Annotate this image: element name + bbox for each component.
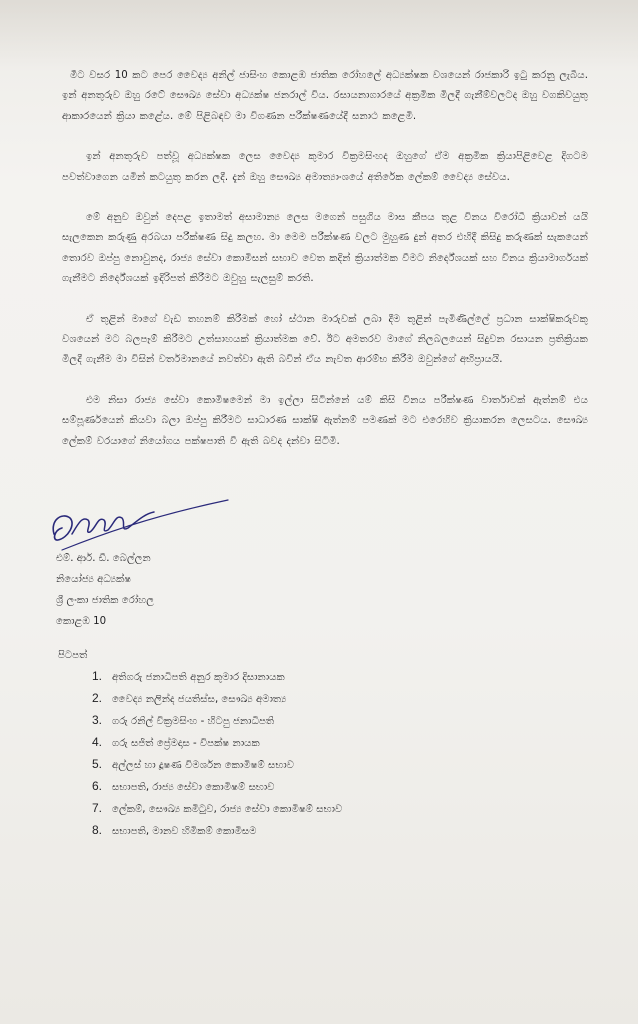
paragraph-1: මීට වසර 10 කට පෙර වෛද්‍ය අනිල් ජාසිංහ කොළඹ ජාතික රෝහලේ අධ්‍යක්ෂක වශයෙන් රාජකාරි ඉටු කරනු ලැබීය. ඉන් අනතුරුව ඔහු රටේ සෞඛ්‍ය සේවා අධ්‍යක්ෂ ජනරාල් විය. රසායනාගාරයේ අක්‍රමික මිලදී ගැනීම්වලටද ඔහු වගකිවයුතු ආකාරයෙන් ක්‍රියා කළේය. මේ පිළිබඳව මා විගණන පරීක්ෂණයේදී සනාථ කළෙමි. bbox=[62, 70, 588, 122]
list-item-text: ගරු රනිල් වික්‍රමසිංහ - හිටපු ජනාධිපති bbox=[112, 716, 275, 727]
list-item bbox=[76, 688, 342, 710]
letter-body bbox=[62, 66, 588, 472]
list-item bbox=[76, 710, 342, 732]
list-item-text: අතිගරු ජනාධිපති අනුර කුමාර දිසානායක bbox=[112, 672, 285, 683]
list-item-number: 8. bbox=[91, 823, 102, 837]
list-item-text: සභාපති, රාජ්‍ය සේවා කොමිෂම් සභාව bbox=[112, 782, 275, 793]
list-item-number: 4. bbox=[91, 735, 102, 749]
signatory-title: නියෝජ්‍ය අධ්‍යක්ෂ bbox=[56, 574, 132, 585]
list-item bbox=[76, 666, 342, 688]
copies-section bbox=[58, 646, 342, 842]
signatory-city: කොළඹ 10 bbox=[56, 616, 107, 627]
list-item-text: සභාපති, මානව හිමිකම් කොමිසම bbox=[112, 826, 257, 837]
list-item-number: 5. bbox=[91, 757, 102, 771]
list-item bbox=[76, 732, 342, 754]
list-item-text: ලේකම්, සෞඛ්‍ය කමිටුව, රාජ්‍ය සේවා කොමිෂම් සභාව bbox=[112, 804, 343, 815]
list-item bbox=[76, 820, 342, 842]
copies-list bbox=[58, 666, 342, 842]
list-item bbox=[76, 798, 342, 820]
paragraph-3: මේ අනුව ඔවුන් දෙපළ ඉතාමත් අසාමාන්‍ය ලෙස මගෙන් පසුගිය මාස කීපය තුළ විනය විරෝධී ක්‍රියාවන් යයි සැලකෙන කරුණු අරබයා පරීක්ෂණ සිදු කලහ. මා මෙම පරීක්ෂණ වලට මුහුණ දුන් අතර එහිදී කිසිදු කරුණක් සැකයෙන් තොරව ඔප්පු නොවුනද, රාජ්‍ය සේවා කොමිසන් සභාව වෙත කදින් ක්‍රියාත්මක වීමට නිර්දේශයක් සහ විනය ක්‍රියාමාර්ගයක් ගැනීමට නිර්දේශයක් ඉදිරිපත් කිරීමට ඔවුහු සැලසුම් කරති. bbox=[62, 212, 588, 285]
list-item-number: 3. bbox=[91, 713, 102, 727]
paragraph-4: ඒ තුළින් මාගේ වැඩ තහනම් කිරීමක් හෝ ස්ථාන මාරුවක් ලබා දීම තුළින් පැමිණිල්ලේ ප්‍රධාන සාක්ෂිකරුවකු වශයෙන් මට බලපෑම් කිරීමට උත්සාහයක් ක්‍රියාත්මක වේ. ඊට අමතරව මාගේ නිලබලයෙන් සිදුවන රසායන ප්‍රතික්‍රියක මිලදී ගැනීම මා විසින් වර්තමානයේ නවත්වා ඇති බවින් ඒය නැවත ආරම්භ කිරීම ඔවුන්ගේ අභිප්‍රායයි. bbox=[62, 313, 588, 366]
signatory-name: එම්. ආර්. ඩී. බෙල්ලන bbox=[56, 553, 151, 564]
signatory-institution: ශ්‍රී ලංකා ජාතික රෝහල bbox=[56, 595, 155, 606]
list-item-text: අල්ලස් හා දූෂණ විමර්ශන කොමිෂම් සභාව bbox=[112, 760, 295, 771]
list-item-text: ගරු සජිත් ප්‍රේමදාස - විපක්ෂ නායක bbox=[112, 738, 260, 749]
paragraph-5: එම නිසා රාජ්‍ය සේවා කොමිෂමෙන් මා ඉල්ලා සිටින්නේ යම් කිසි විනය පරීක්ෂණ වාර්තාවක් ඇත්නම් එය සම්පූර්ණයෙන් කියවා බලා ඔප්පු කිරීමට සාධාරණ සාක්ෂි ඇත්නම් පමණක් මට එරෙහිව ක්‍රියාකරන ලෙසටය. සෞඛ්‍ය ලේකම් වරයාගේ නියෝගය පක්ෂපාති වී ඇති බවද දන්වා සිටිමි. bbox=[62, 394, 588, 447]
copies-heading: පිටපත් bbox=[58, 650, 88, 661]
list-item-number: 2. bbox=[91, 691, 102, 705]
signatory-block bbox=[56, 548, 154, 632]
list-item-number: 1. bbox=[91, 669, 102, 683]
list-item-number: 6. bbox=[91, 779, 102, 793]
list-item-number: 7. bbox=[91, 801, 102, 815]
paragraph-2: ඉන් අනතුරුව පත්වූ අධ්‍යක්ෂක ලෙස වෛද්‍ය කුමාර වික්‍රමසිංහද ඔහුගේ ඒම අක්‍රමික ක්‍රියාපිළිවෙළ දිගටම පවත්වාගෙන යමින් කටයුතු කරන ලදී. දැන් ඔහු සෞඛ්‍ය අමාත්‍යාංශයේ අතිරේක ලේකම් වෛද්‍ය සේවය. bbox=[62, 151, 588, 183]
list-item bbox=[76, 754, 342, 776]
list-item-text: වෛද්‍ය නලින්ද ජයතිස්ස, සෞඛ්‍ය අමාත්‍ය bbox=[112, 694, 287, 705]
list-item bbox=[76, 776, 342, 798]
